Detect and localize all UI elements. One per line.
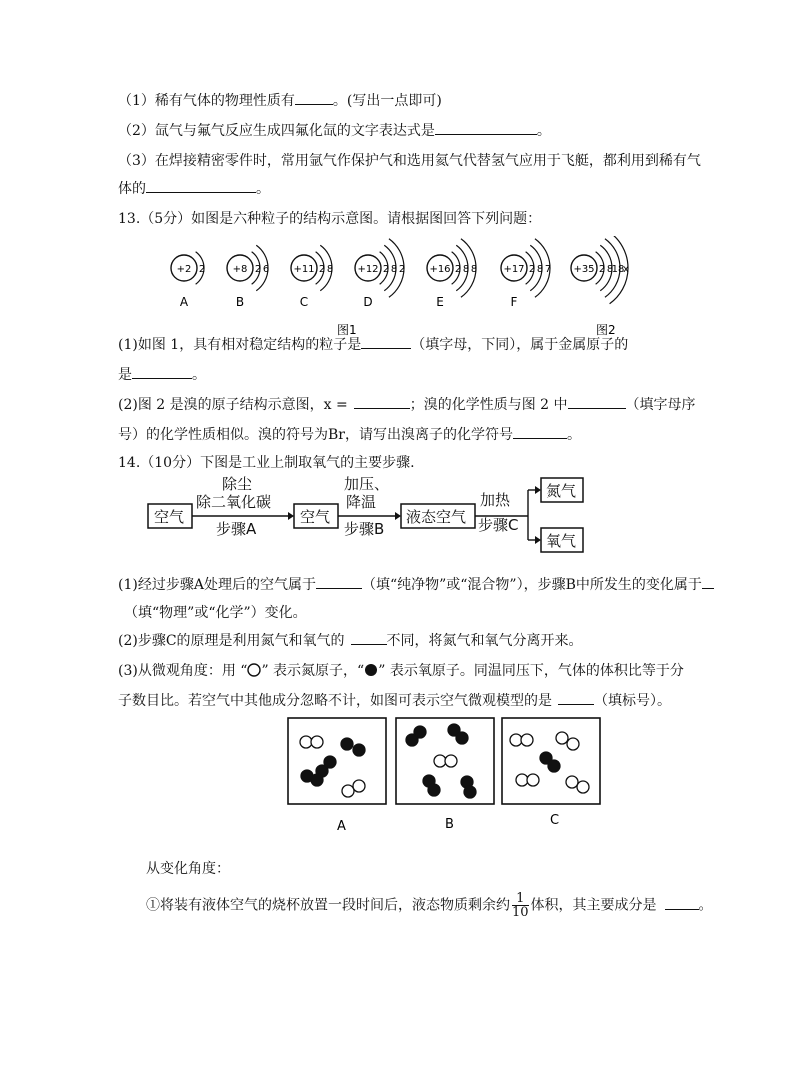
q12-s1-tail: 。(写出一点即可) [332, 93, 442, 109]
particle-bromine [571, 236, 629, 304]
q14-p2-text: (2)步骤C的原理是利用氮气和氧气的 [118, 633, 345, 649]
particle-letter: E [436, 295, 444, 309]
figure-1-label: 图1 [337, 323, 357, 336]
q14-p1-cont: （填“物理”或“化学”）变化。 [124, 605, 307, 621]
nucleus-charge: +11 [293, 264, 315, 275]
model-a-box [288, 718, 386, 804]
oxygen-atom-icon [364, 663, 378, 677]
figure-2-label: 图2 [596, 323, 616, 336]
electron-count: 2 [382, 264, 390, 275]
electron-count: 8 [536, 264, 544, 275]
particle-F [501, 239, 551, 309]
q14-p1-text: (1)经过步骤A处理后的空气属于 [118, 577, 316, 593]
answer-blank[interactable] [132, 366, 192, 379]
fraction-numerator: 1 [512, 892, 529, 906]
nucleus-charge: +8 [232, 264, 248, 275]
q13-p2-text2: ；溴的化学性质与图 2 中 [409, 397, 568, 413]
step-c-label: 步骤C [478, 516, 519, 534]
q13-p2 [118, 396, 696, 414]
electron-count: 7 [544, 264, 552, 275]
nucleus-charge: +2 [176, 264, 192, 275]
step-b-label: 步骤B [344, 520, 385, 538]
q13-p1-text: (1)如图 1，具有相对稳定结构的粒子是 [118, 337, 362, 353]
answer-blank[interactable] [665, 897, 699, 910]
answer-blank[interactable] [146, 180, 256, 193]
q14-p4 [146, 892, 713, 919]
q14-p4-tail: 。 [698, 897, 713, 914]
particle-letter: F [510, 295, 518, 309]
q12-line-3 [118, 152, 701, 170]
nitrogen-label: 氮气 [546, 482, 577, 500]
oxygen-production-flowchart [144, 470, 594, 560]
nitrogen-atom-icon [247, 663, 261, 677]
change-heading: 从变化角度： [146, 861, 230, 877]
air-micro-models [284, 714, 614, 840]
air-box-2-label: 空气 [300, 508, 331, 526]
particle-A [171, 252, 205, 309]
electron-count: 8 [470, 264, 478, 275]
q12-s3-text: （3）在焊接精密零件时，常用氩气作保护气和选用氦气代替氢气应用于飞艇，都利用到稀有气 [118, 153, 701, 169]
nucleus-charge: +35 [573, 264, 595, 275]
answer-blank[interactable] [568, 396, 626, 409]
q13-p2-text: (2)图 2 是溴的原子结构示意图，x = [118, 397, 348, 413]
step-a-label: 步骤A [216, 520, 257, 538]
answer-blank[interactable] [435, 122, 537, 135]
q13-p1-text2: （填字母，下同），属于金属原子的 [411, 337, 629, 353]
particle-letter: A [179, 295, 189, 309]
particle-E [427, 239, 477, 309]
q14-p3-cont [118, 692, 671, 710]
q14-p3 [118, 662, 684, 680]
nucleus-charge: +17 [503, 264, 525, 275]
q14-p3-text2: ” 表示氮原子，“ [261, 663, 365, 679]
electron-count: 8 [462, 264, 470, 275]
answer-blank[interactable] [295, 92, 333, 105]
electron-count: 2 [254, 264, 262, 275]
electron-count: 2 [598, 264, 606, 275]
air-box-1-label: 空气 [154, 508, 185, 526]
fraction-one-tenth [512, 892, 529, 919]
q14-p1-text2: （填“纯净物”或“混合物”），步骤B中所发生的变化属于 [361, 577, 702, 593]
electron-count: 18 [611, 264, 625, 275]
q14-p4-text2: 体积，其主要成分是 [530, 897, 657, 914]
particle-D [355, 239, 405, 309]
particle-letter: C [299, 295, 309, 309]
answer-blank[interactable] [351, 632, 387, 645]
q12-s1-text: （1）稀有气体的物理性质有 [118, 93, 295, 109]
particle-B [227, 245, 269, 309]
electron-count: x [623, 264, 629, 275]
q12-s2-text: （2）氙气与氟气反应生成四氟化氙的文字表达式是 [118, 123, 435, 139]
q14-p3-text: (3)从微观角度：用 “ [118, 663, 248, 679]
electron-count: 2 [198, 264, 206, 275]
q13-title: 13.（5分）如图是六种粒子的结构示意图。请根据图回答下列问题： [118, 211, 542, 227]
q12-line-1 [118, 92, 442, 110]
electron-count: 6 [262, 264, 270, 275]
answer-blank[interactable] [513, 426, 567, 439]
q12-s2-tail: 。 [536, 123, 551, 139]
q12-s3-cont: 体的 [118, 181, 146, 197]
atomic-structure-diagrams [160, 236, 670, 336]
nucleus-charge: +16 [429, 264, 451, 275]
step-a-top-2: 除二氧化碳 [196, 493, 272, 511]
model-b-label: B [445, 817, 454, 832]
q13-p2-cont [118, 426, 581, 444]
electron-count: 2 [454, 264, 462, 275]
q13-p1 [118, 336, 628, 354]
q12-s3-tail: 。 [256, 181, 270, 197]
electron-count: 2 [528, 264, 536, 275]
answer-blank[interactable] [354, 396, 410, 409]
q13-p2-text3: （填字母序 [625, 397, 696, 413]
q14-p3-cont-tail: （填标号）。 [594, 693, 671, 709]
q14-p2-text2: 不同，将氮气和氧气分离开来。 [386, 633, 583, 649]
fraction-denominator: 10 [512, 905, 529, 920]
liquid-air-label: 液态空气 [406, 508, 467, 526]
step-a-top-1: 除尘 [222, 475, 253, 493]
q13-p2-cont-text: 号）的化学性质相似。溴的符号为Br，请写出溴离子的化学符号 [118, 427, 513, 443]
step-b-top-1: 加压、 [344, 475, 390, 493]
particle-C [291, 245, 333, 309]
electron-count: 2 [318, 264, 326, 275]
particle-letter: B [235, 295, 245, 309]
q14-p2 [118, 632, 583, 650]
q13-p2-cont-tail: 。 [566, 427, 581, 443]
answer-blank[interactable] [316, 576, 362, 589]
step-c-top: 加热 [480, 491, 511, 509]
nucleus-charge: +12 [357, 264, 379, 275]
model-a-label: A [337, 819, 346, 834]
answer-blank[interactable] [361, 336, 411, 349]
particle-letter: D [363, 295, 373, 309]
q14-p1 [118, 576, 714, 594]
q13-p1-cont-text: 是 [118, 367, 132, 383]
oxygen-label: 氧气 [546, 532, 577, 550]
q14-p3-text3: ” 表示氧原子。同温同压下，气体的体积比等于分 [378, 663, 684, 679]
answer-blank[interactable] [558, 692, 594, 705]
electron-count: 8 [326, 264, 334, 275]
q12-line-4 [118, 180, 270, 198]
electron-count: 8 [606, 264, 614, 275]
q14-p4-text: ①将装有液体空气的烧杯放置一段时间后，液态物质剩余约 [146, 897, 510, 914]
answer-blank[interactable] [702, 576, 714, 589]
q12-line-2 [118, 122, 551, 140]
q14-p3-cont-text: 子数目比。若空气中其他成分忽略不计，如图可表示空气微观模型的是 [118, 693, 552, 709]
step-b-top-2: 降温 [346, 493, 377, 511]
q14-title: 14.（10分）下图是工业上制取氧气的主要步骤. [118, 455, 415, 471]
q13-p1-cont [118, 366, 206, 384]
electron-count: 8 [390, 264, 398, 275]
electron-count: 2 [398, 264, 406, 275]
model-c-label: C [550, 813, 560, 828]
q13-p1-cont-tail: 。 [192, 367, 206, 383]
